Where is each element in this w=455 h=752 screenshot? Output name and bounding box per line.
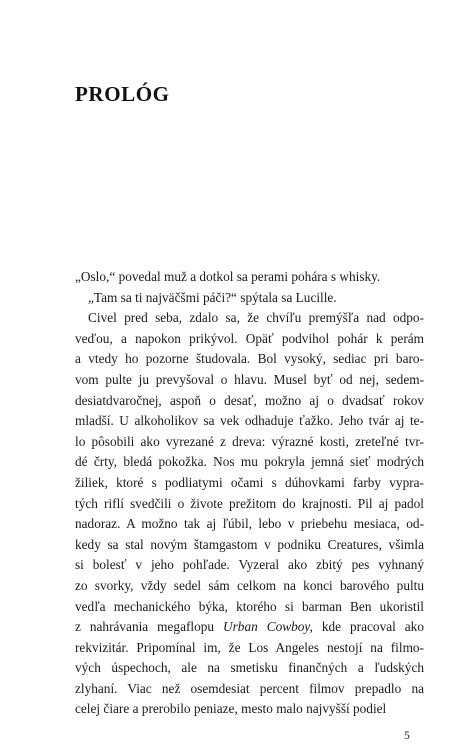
text-segment: zo svorky, vždy sedel sám celkom na konci barového pultu xyxy=(75,577,424,593)
text-segment: dé črty, bledá pokožka. Nos mu pokryla jemná sieť modrých xyxy=(75,454,424,470)
text-segment: a vtedy ho pozorne študovala. Bol vysoký, sediac pri baro- xyxy=(75,351,424,367)
text-line xyxy=(75,473,424,494)
text-line xyxy=(75,617,424,638)
text-line xyxy=(75,555,424,576)
text-segment: tých riflí svedčili o živote prežitom do krajnosti. Pil aj padol xyxy=(75,495,424,511)
text-line xyxy=(75,391,424,412)
text-line xyxy=(75,452,424,473)
text-line xyxy=(75,494,424,515)
text-segment: „Oslo,“ povedal muž a dotkol sa perami pohára s whisky. xyxy=(75,269,381,284)
text-line xyxy=(75,535,424,556)
text-segment: veďou, a napokon prikývol. Opäť podvihol pohár k perám xyxy=(75,330,424,346)
text-line xyxy=(75,514,424,535)
text-segment: vých úspechoch, ale na smetisku finančných a ľudských xyxy=(75,660,424,676)
text-segment: vom pulte ju prevyšoval o hlavu. Musel byť od nej, sedem- xyxy=(75,371,424,387)
text-segment: mladší. U alkoholikov sa vek odhaduje ťažko. Jeho tvár aj te- xyxy=(75,413,424,429)
text-line xyxy=(75,411,424,432)
text-line xyxy=(75,432,424,453)
text-segment: lo pôsobili ako vyrezané z dreva: výrazné kosti, zreteľné tvr- xyxy=(75,433,424,449)
text-segment: rekvizitár. Pripomínal im, že Los Angeles nestojí na filmo- xyxy=(75,639,424,655)
text-segment: si bolesť v jeho pohľade. Vyzeral ako zbitý pes vyhnaný xyxy=(75,557,424,573)
body-text xyxy=(75,267,424,720)
text-line xyxy=(75,329,424,350)
text-line xyxy=(75,267,424,288)
text-line xyxy=(75,576,424,597)
text-segment: zlyhaní. Viac než osemdesiat percent filmov prepadlo na xyxy=(75,680,424,696)
chapter-title: PROLÓG xyxy=(75,82,170,106)
text-line xyxy=(75,597,424,618)
text-segment: „Tam sa ti najväčšmi páči?“ spýtala sa Lucille. xyxy=(88,289,337,305)
text-segment: Civel pred seba, zdalo sa, že chvíľu premýšľa nad odpo- xyxy=(88,310,424,326)
text-segment: kedy sa stal novým štamgastom v podniku Creatures, všimla xyxy=(75,536,424,552)
text-line xyxy=(75,679,424,700)
text-line xyxy=(75,308,424,329)
text-segment: celej čiare a prerobilo peniaze, mesto malo najvyšší podiel xyxy=(75,701,387,717)
text-segment: desiatdvaročnej, aspoň o desať, možno aj o dvadsať rokov xyxy=(75,392,424,408)
text-line xyxy=(75,370,424,391)
text-segment: kde pracoval ako xyxy=(312,619,424,635)
italic-title: Urban Cowboy, xyxy=(223,619,313,635)
text-line xyxy=(75,658,424,679)
text-segment: z nahrávania megaflopu xyxy=(75,619,224,635)
text-line xyxy=(75,288,424,309)
text-segment: nadoraz. A možno tak aj ľúbil, lebo v priebehu mesiaca, od- xyxy=(75,516,424,532)
text-segment: žiliek, ktoré s podliatymi očami s dúhovkami farby vypra- xyxy=(75,474,424,490)
text-line xyxy=(75,699,424,720)
text-line xyxy=(75,349,424,370)
text-segment: vedľa mechanického býka, ktorého si barman Ben ukoristil xyxy=(75,598,424,614)
page-number: 5 xyxy=(404,730,410,742)
text-line xyxy=(75,638,424,659)
